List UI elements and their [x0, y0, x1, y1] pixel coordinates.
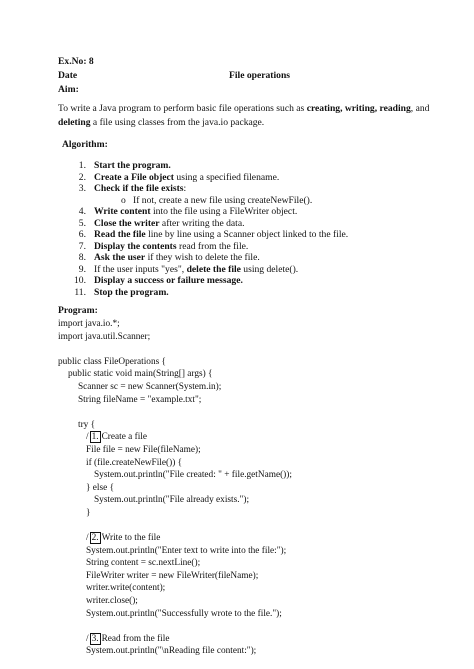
code-comment-line: [58, 431, 292, 444]
code-text: File file = new File(fileName);: [86, 444, 201, 455]
boxed-step-number: 3.: [91, 633, 99, 644]
bold-text: Start the program.: [94, 160, 171, 171]
code-line: [58, 331, 292, 344]
bold-text: deleting: [58, 117, 91, 128]
code-text: System.out.println("\nReading file content:");: [86, 646, 257, 657]
code-line: [58, 343, 292, 356]
step-text: [94, 172, 279, 184]
algorithm-step: [68, 287, 448, 299]
text-run: If the user inputs "yes",: [94, 263, 187, 275]
step-number: 6.: [78, 229, 86, 240]
code-line: [58, 507, 292, 520]
code-line: [58, 318, 292, 331]
code-text: Create a file: [101, 432, 148, 443]
code-text: writer.close();: [86, 596, 138, 607]
step-text: [94, 287, 169, 299]
boxed-step-number: 1.: [91, 432, 99, 443]
text-run: line by line using a Scanner object linked to the file.: [145, 229, 349, 240]
step-number: 2.: [78, 171, 86, 183]
code-line: [58, 545, 292, 558]
step-number: 11.: [74, 286, 86, 298]
algorithm-step: [68, 183, 448, 195]
code-text: FileWriter writer = new FileWriter(fileName);: [86, 570, 259, 581]
bold-text: Check if the file exists: [94, 183, 184, 194]
code-line: [58, 570, 292, 583]
program-heading: Program:: [58, 305, 98, 316]
code-line: [58, 368, 292, 381]
exercise-number: Ex.No: 8: [58, 56, 94, 67]
algorithm-heading: Algorithm:: [62, 139, 108, 150]
step-number: 5.: [78, 217, 86, 229]
algorithm-step: [68, 218, 448, 230]
bold-text: delete the file: [186, 263, 241, 275]
bold-text: Close the writer: [94, 217, 160, 229]
algorithm-step: [68, 229, 448, 241]
code-comment-line: [58, 633, 292, 646]
text-run: after writing the data.: [159, 217, 245, 229]
step-number: 1.: [78, 160, 86, 171]
step-number: 8.: [78, 252, 86, 263]
code-comment-line: [58, 532, 292, 545]
bold-text: Read the file: [94, 229, 146, 240]
algorithm-step: [68, 160, 448, 172]
bold-text: Display a success or failure message.: [94, 275, 243, 286]
code-text: Write to the file: [101, 533, 161, 544]
bold-text: Write content: [94, 206, 151, 217]
code-line: [58, 494, 292, 507]
code-line: [58, 444, 292, 457]
code-text: String content = sc.nextLine();: [86, 558, 201, 569]
bold-text: Ask the user: [94, 252, 146, 263]
code-text: writer.write(content);: [86, 583, 166, 594]
code-line: [58, 394, 292, 407]
code-line: [58, 356, 292, 369]
code-text: import java.util.Scanner;: [58, 331, 151, 342]
algorithm-step: [68, 264, 448, 276]
bold-text: creating, writing, reading: [306, 103, 411, 114]
bold-text: Display the contents: [94, 240, 177, 252]
code-text: System.out.println("File created: " + file.getName());: [94, 470, 292, 481]
code-text: System.out.println("File already exists.");: [94, 495, 250, 506]
code-line: [58, 620, 292, 633]
code-text: if (file.createNewFile()) {: [86, 457, 183, 468]
algorithm-sub-item: [68, 195, 448, 207]
step-text: [94, 229, 348, 241]
code-text: }: [86, 507, 91, 518]
text-run: :: [183, 183, 187, 194]
code-line: [58, 419, 292, 432]
text-run: read from the file.: [176, 240, 249, 252]
text-run: into the file using a FileWriter object.: [150, 206, 298, 217]
algorithm-step: [68, 275, 448, 287]
code-text: try {: [78, 419, 96, 430]
comment-slash: /: [86, 633, 89, 644]
bold-text: Stop the program.: [94, 286, 169, 298]
code-text: Scanner sc = new Scanner(System.in);: [78, 381, 222, 392]
bullet-marker: o: [121, 194, 126, 206]
step-text: [94, 252, 260, 264]
algorithm-list: [68, 160, 448, 298]
code-line: [58, 608, 292, 621]
text-run: , and: [410, 103, 430, 114]
step-text: [94, 218, 245, 230]
algorithm-step: [68, 206, 448, 218]
code-line: [58, 482, 292, 495]
bold-text: Create a File object: [94, 171, 175, 183]
algorithm-step: [68, 252, 448, 264]
text-run: using delete().: [240, 263, 299, 275]
code-line: [58, 645, 292, 658]
comment-slash: /: [86, 533, 89, 544]
step-text: [94, 241, 248, 253]
step-number: 10.: [74, 275, 86, 286]
code-line: [58, 557, 292, 570]
code-text: public static void main(String[] args) {: [68, 369, 213, 380]
code-line: [58, 381, 292, 394]
step-text: [94, 275, 243, 287]
code-text: import java.io.*;: [58, 319, 120, 329]
code-text: Read from the file: [101, 633, 170, 644]
step-text: [133, 195, 312, 207]
document-title: File operations: [229, 70, 291, 81]
program-code: [58, 318, 292, 658]
step-text: [94, 183, 186, 195]
code-text: String fileName = "example.txt";: [78, 394, 202, 405]
step-number: 4.: [78, 206, 86, 217]
step-number: 3.: [78, 183, 86, 194]
aim-label: Aim:: [58, 84, 79, 95]
code-text: System.out.println("Enter text to write into the file:");: [86, 545, 287, 556]
boxed-step-number: 2.: [91, 533, 99, 544]
aim-paragraph: [58, 102, 438, 130]
code-line: [58, 582, 292, 595]
code-text: } else {: [86, 482, 115, 493]
algorithm-step: [68, 241, 448, 253]
algorithm-step: [68, 172, 448, 184]
date-label: Date: [58, 70, 78, 81]
code-line: [58, 520, 292, 533]
code-text: System.out.println("Successfully wrote to the file.");: [86, 608, 282, 619]
text-run: if they wish to delete the file.: [145, 252, 260, 263]
code-line: [58, 469, 292, 482]
step-text: [94, 160, 171, 172]
step-number: 9.: [78, 263, 86, 275]
text-run: using a specified filename.: [174, 171, 280, 183]
code-line: [58, 595, 292, 608]
step-text: [94, 206, 297, 218]
comment-slash: /: [86, 432, 89, 443]
step-number: 7.: [78, 240, 86, 252]
text-run: To write a Java program to perform basic file operations such as: [58, 103, 307, 114]
step-text: [94, 264, 298, 276]
text-run: If not, create a new file using createNewFile().: [133, 194, 313, 206]
code-line: [58, 457, 292, 470]
text-run: a file using classes from the java.io package.: [90, 117, 265, 128]
code-line: [58, 406, 292, 419]
code-text: public class FileOperations {: [58, 356, 166, 367]
